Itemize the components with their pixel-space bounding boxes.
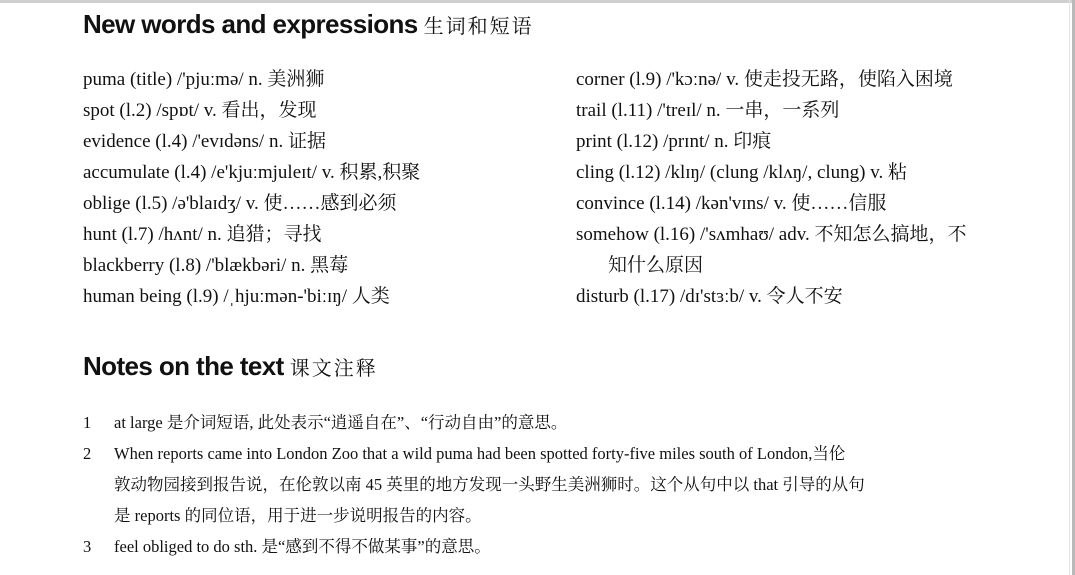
- vocab-item: corner (l.9) /'kɔːnə/ v. 使走投无路，使陷入困境: [576, 69, 953, 90]
- note-text: feel obliged to do sth. 是“感到不得不做某事”的意思。: [114, 537, 491, 556]
- vocab-item: somehow (l.16) /'sʌmhaʊ/ adv. 不知怎么搞地，不: [576, 224, 967, 245]
- section-heading-title: Notes on the text: [83, 351, 284, 381]
- right-border-inner: [1069, 0, 1070, 575]
- section-heading-title-zh: 生词和短语: [423, 14, 534, 38]
- vocab-item: blackberry (l.8) /'blækbəri/ n. 黑莓: [83, 255, 349, 276]
- vocab-item-continuation: [576, 250, 1056, 281]
- note-text: at large 是介词短语, 此处表示“逍遥自在”、“行动自由”的意思。: [114, 413, 568, 432]
- section-heading-title: New words and expressions: [83, 9, 418, 39]
- section-heading-notes: [83, 351, 378, 383]
- note-number: 3: [83, 537, 92, 556]
- vocab-item: cling (l.12) /klɪŋ/ (clung /klʌŋ/, clung) v. 粘: [576, 162, 908, 183]
- vocab-item: hunt (l.7) /hʌnt/ n. 追猎；寻找: [83, 224, 322, 245]
- vocab-item: evidence (l.4) /'evɪdəns/ n. 证据: [83, 131, 326, 152]
- note-number: 2: [83, 444, 92, 463]
- note-item: [83, 531, 1063, 562]
- note-text: When reports came into London Zoo that a wild puma had been spotted forty-five miles south of London,当伦: [114, 444, 846, 463]
- vocab-item: human being (l.9) /ˌhjuːmən-'biːɪŋ/ 人类: [83, 286, 390, 307]
- vocab-item: disturb (l.17) /dɪ'stɜːb/ v. 令人不安: [576, 286, 843, 307]
- vocab-item: trail (l.11) /'treɪl/ n. 一串，一系列: [576, 100, 840, 121]
- vocab-list-left: [83, 64, 563, 312]
- note-text: 敦动物园接到报告说，在伦敦以南 45 英里的地方发现一头野生美洲狮时。这个从句中以 that 引导的从句: [114, 475, 865, 494]
- vocab-item: accumulate (l.4) /e'kjuːmjuleɪt/ v. 积累,积聚: [83, 162, 421, 183]
- note-number: 1: [83, 413, 92, 432]
- vocab-continuation-text: 知什么原因: [608, 255, 704, 276]
- vocab-item: print (l.12) /prɪnt/ n. 印痕: [576, 131, 772, 152]
- vocab-item: oblige (l.5) /ə'blaɪdʒ/ v. 使……感到必须: [83, 193, 397, 214]
- section-heading-new-words: [83, 9, 534, 41]
- vocab-list-right: [576, 64, 1056, 312]
- vocab-item: puma (title) /'pjuːmə/ n. 美洲狮: [83, 69, 325, 90]
- note-item: [83, 438, 1063, 531]
- note-text: 是 reports 的同位语，用于进一步说明报告的内容。: [114, 506, 482, 525]
- section-heading-title-zh: 课文注释: [289, 356, 378, 380]
- vocab-item: spot (l.2) /spɒt/ v. 看出，发现: [83, 100, 317, 121]
- vocab-item: convince (l.14) /kən'vɪns/ v. 使……信服: [576, 193, 887, 214]
- note-item: [83, 407, 1063, 438]
- notes-list: [83, 407, 1063, 562]
- top-border: [0, 0, 1075, 3]
